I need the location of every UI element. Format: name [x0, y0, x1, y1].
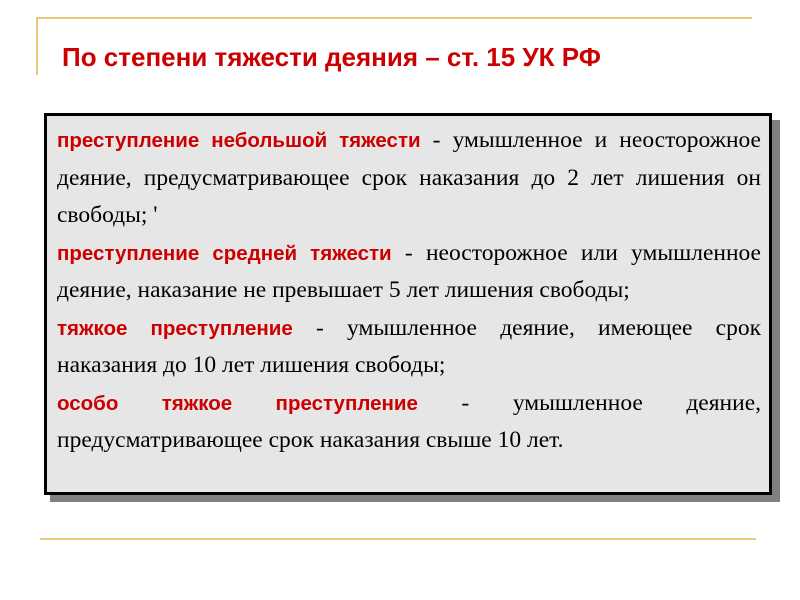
text-box — [44, 113, 772, 495]
list-item — [57, 310, 761, 385]
item-term: преступление средней тяжести — [57, 241, 392, 265]
bottom-decor-line — [40, 538, 756, 540]
list-item — [57, 235, 761, 310]
item-text: - умышленное деяние, предусматривающее срок наказания свыше 10 лет. — [57, 389, 761, 453]
item-text: - умышленное и неосторожное деяние, предусматривающее срок наказания до 2 лет лишения он свободы; ' — [57, 127, 761, 228]
item-term: преступление небольшой тяжести — [57, 129, 421, 152]
item-term: тяжкое преступление — [57, 316, 293, 340]
item-term: особо тяжкое преступление — [57, 391, 418, 415]
list-item — [57, 122, 761, 235]
list-item — [57, 385, 761, 460]
top-decor-line — [36, 17, 752, 19]
item-text: - неосторожное или умышленное деяние, наказание не превышает 5 лет лишения свободы; — [57, 239, 761, 303]
slide-title: По степени тяжести деяния – ст. 15 УК РФ — [62, 42, 601, 72]
item-text: - умышленное деяние, имеющее срок наказания до 10 лет лишения свободы; — [57, 314, 761, 378]
left-decor-line — [36, 17, 38, 75]
